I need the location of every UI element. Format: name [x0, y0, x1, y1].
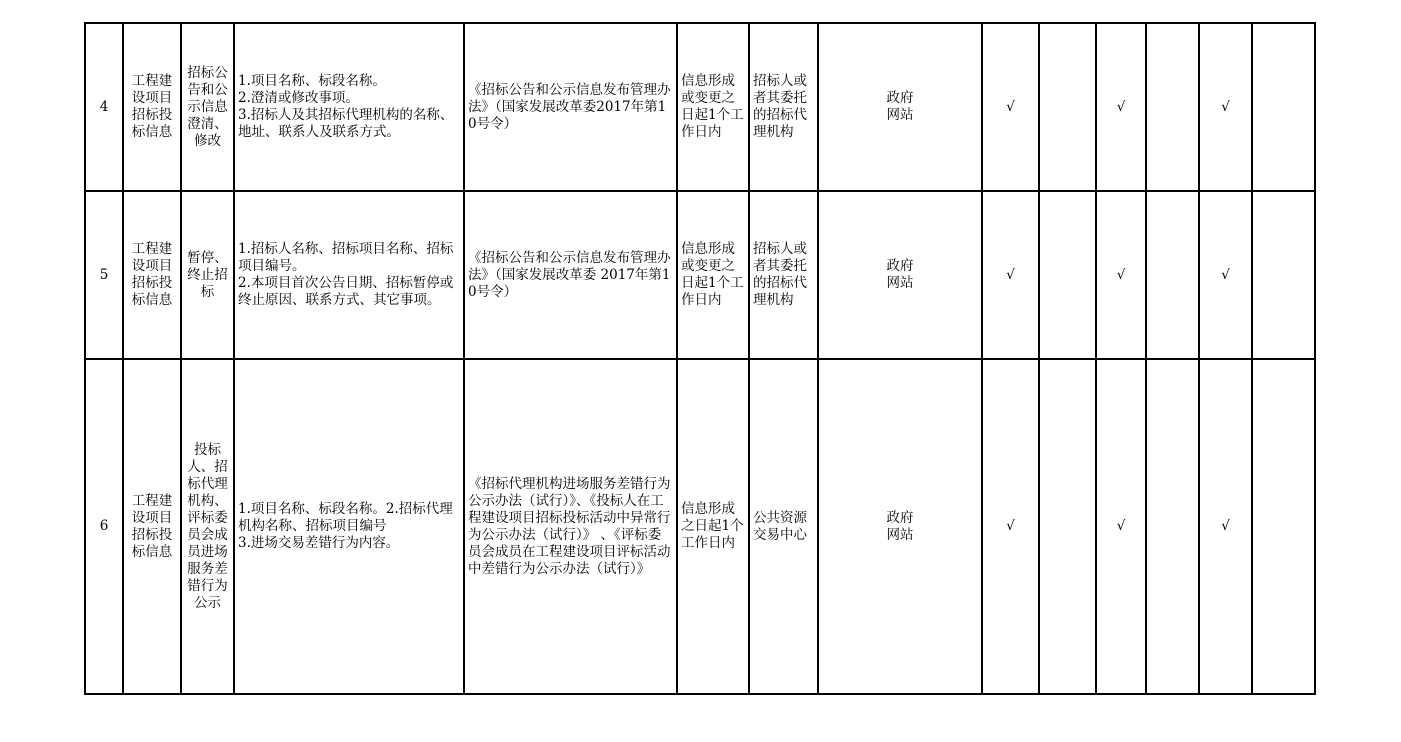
- check-mark-cell: √: [982, 359, 1039, 694]
- check-mark-cell: [1252, 359, 1315, 694]
- check-mark-cell: [1039, 359, 1096, 694]
- channel-cell: 政府 网站: [818, 191, 982, 359]
- row-number: 5: [85, 191, 123, 359]
- check-mark-cell: √: [1199, 191, 1252, 359]
- check-mark-cell: [1039, 23, 1096, 191]
- check-mark-cell: [1039, 191, 1096, 359]
- disclosure-table: [84, 22, 1316, 695]
- channel-cell: 政府 网站: [818, 359, 982, 694]
- content-cell: 1.项目名称、标段名称。2.招标代理机构名称、招标项目编号 3.进场交易差错行为内容。: [234, 359, 464, 694]
- check-mark-cell: √: [982, 191, 1039, 359]
- check-mark-cell: [1146, 359, 1199, 694]
- basis-cell: 《招标公告和公示信息发布管理办法》（国家发展改革委 2017年第10号令）: [464, 191, 677, 359]
- category-cell: 工程建设项目招标投标信息: [123, 359, 181, 694]
- check-mark-cell: √: [1096, 359, 1146, 694]
- check-mark-cell: [1252, 23, 1315, 191]
- content-cell: 1.招标人名称、招标项目名称、招标项目编号。 2.本项目首次公告日期、招标暂停或终止原因、联系方式、其它事项。: [234, 191, 464, 359]
- subject-cell: 招标人或者其委托的招标代理机构: [749, 23, 818, 191]
- subject-cell: 公共资源交易中心: [749, 359, 818, 694]
- basis-cell: 《招标公告和公示信息发布管理办法》（国家发展改革委2017年第10号令）: [464, 23, 677, 191]
- table-row: [85, 191, 1315, 359]
- time-limit-cell: 信息形成之日起1个工作日内: [677, 359, 749, 694]
- row-number: 4: [85, 23, 123, 191]
- row-number: 6: [85, 359, 123, 694]
- time-limit-cell: 信息形成或变更之日起1个工作日内: [677, 23, 749, 191]
- basis-cell: 《招标代理机构进场服务差错行为公示办法（试行）》、《投标人在工程建设项目招标投标活动中异常行为公示办法（试行）》 、《评标委员会成员在工程建设项目评标活动中差错行为公示办法（试行）》: [464, 359, 677, 694]
- check-mark-cell: √: [1096, 23, 1146, 191]
- item-cell: 招标公告和公示信息澄清、修改: [181, 23, 234, 191]
- channel-cell: 政府 网站: [818, 23, 982, 191]
- table-row: [85, 359, 1315, 694]
- check-mark-cell: √: [1096, 191, 1146, 359]
- category-cell: 工程建设项目招标投标信息: [123, 191, 181, 359]
- check-mark-cell: [1146, 191, 1199, 359]
- table-row: [85, 23, 1315, 191]
- time-limit-cell: 信息形成或变更之日起1个工作日内: [677, 191, 749, 359]
- item-cell: 暂停、终止招标: [181, 191, 234, 359]
- check-mark-cell: √: [1199, 359, 1252, 694]
- category-cell: 工程建设项目招标投标信息: [123, 23, 181, 191]
- check-mark-cell: [1252, 191, 1315, 359]
- item-cell: 投标人、招标代理机构、评标委员会成员进场服务差错行为公示: [181, 359, 234, 694]
- check-mark-cell: [1146, 23, 1199, 191]
- check-mark-cell: √: [982, 23, 1039, 191]
- subject-cell: 招标人或者其委托的招标代理机构: [749, 191, 818, 359]
- check-mark-cell: √: [1199, 23, 1252, 191]
- content-cell: 1.项目名称、标段名称。 2.澄清或修改事项。 3.招标人及其招标代理机构的名称、地址、联系人及联系方式。: [234, 23, 464, 191]
